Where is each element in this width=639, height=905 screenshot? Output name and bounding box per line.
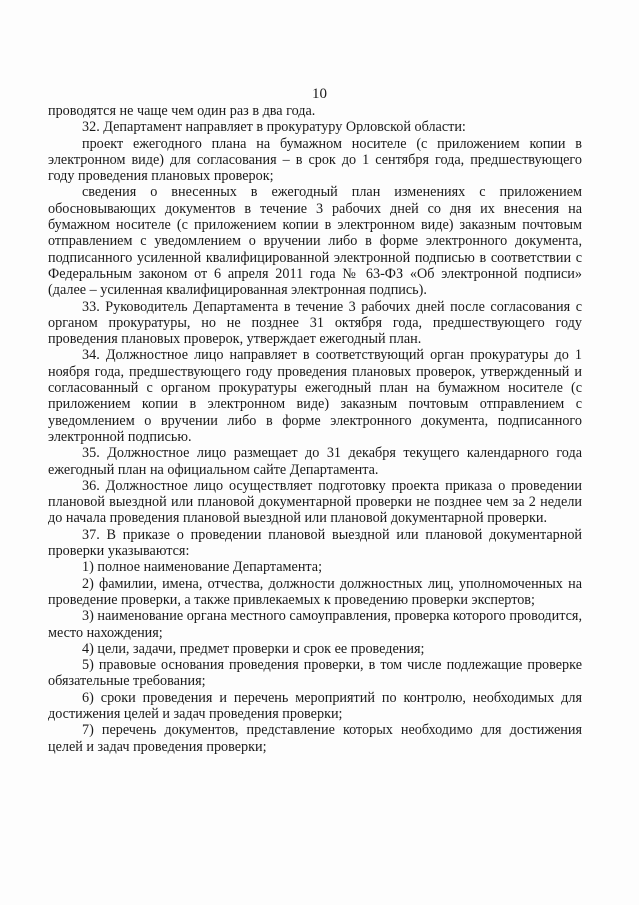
list-item-7: 7) перечень документов, представление которых необходимо для достижения целей и задач проведения проверки; [48, 722, 582, 755]
paragraph-35: 35. Должностное лицо размещает до 31 декабря текущего календарного года ежегодный план на официальном сайте Департамента. [48, 445, 582, 478]
paragraph-32-changes-info: сведения о внесенных в ежегодный план изменениях с приложением обосновывающих документов в течение 3 рабочих дней со дня их внесения на бумажном носителе (с приложением копии в электронном виде) заказным почтовым отправлением с уведомлением о вручении либо в форме электронного документа, подписанного усиленной квалифицированной электронной подписью в соответствии с Федеральным законом от 6 апреля 2011 года № 63-ФЗ «Об электронной подписи» (далее – усиленная квалифицированная электронная подпись). [48, 184, 582, 299]
list-item-6: 6) сроки проведения и перечень мероприятий по контролю, необходимых для достижения целей и задач проведения проверки; [48, 689, 582, 722]
list-item-5: 5) правовые основания проведения проверки, в том числе подлежащие проверке обязательные требования; [48, 657, 582, 690]
paragraph-36: 36. Должностное лицо осуществляет подготовку проекта приказа о проведении плановой выездной или плановой документарной проверки не позднее чем за 2 недели до начала проведения плановой выездной или плановой документарной проверки. [48, 477, 582, 527]
paragraph-37: 37. В приказе о проведении плановой выездной или плановой документарной проверки указываются: [48, 526, 582, 560]
list-item-3: 3) наименование органа местного самоуправления, проверка которого проводится, место нахождения; [48, 608, 582, 641]
page-number: 10 [312, 86, 327, 102]
list-item-1: 1) полное наименование Департамента; [82, 559, 323, 576]
paragraph-32: 32. Департамент направляет в прокуратуру Орловской области: [82, 119, 466, 136]
document-body [48, 103, 582, 755]
paragraph-32-draft-plan: проект ежегодного плана на бумажном носителе (с приложением копии в электронном виде) для согласования – в срок до 1 сентября года, предшествующего году проведения плановых проверок; [48, 135, 582, 185]
list-item-2: 2) фамилии, имена, отчества, должности должностных лиц, уполномоченных на проведение проверки, а также привлекаемых к проведению проверки экспертов; [48, 575, 582, 608]
paragraph-34: 34. Должностное лицо направляет в соответствующий орган прокуратуры до 1 ноября года, предшествующего году проведения плановых проверок, утвержденный и согласованный с органом прокуратуры ежегодный план на бумажном носителе (с приложением копии в электронном виде) заказным почтовым отправлением с уведомлением о вручении либо в форме электронного документа, подписанного электронной подписью. [48, 347, 582, 445]
paragraph-continuation: проводятся не чаще чем один раз в два года. [48, 103, 316, 119]
list-item-4: 4) цели, задачи, предмет проверки и срок ее проведения; [82, 640, 425, 657]
paragraph-33: 33. Руководитель Департамента в течение 3 рабочих дней после согласования с органом прокуратуры, но не позднее 31 октября года, предшествующего году проведения плановых проверок, утверждает ежегодный план. [48, 298, 582, 348]
